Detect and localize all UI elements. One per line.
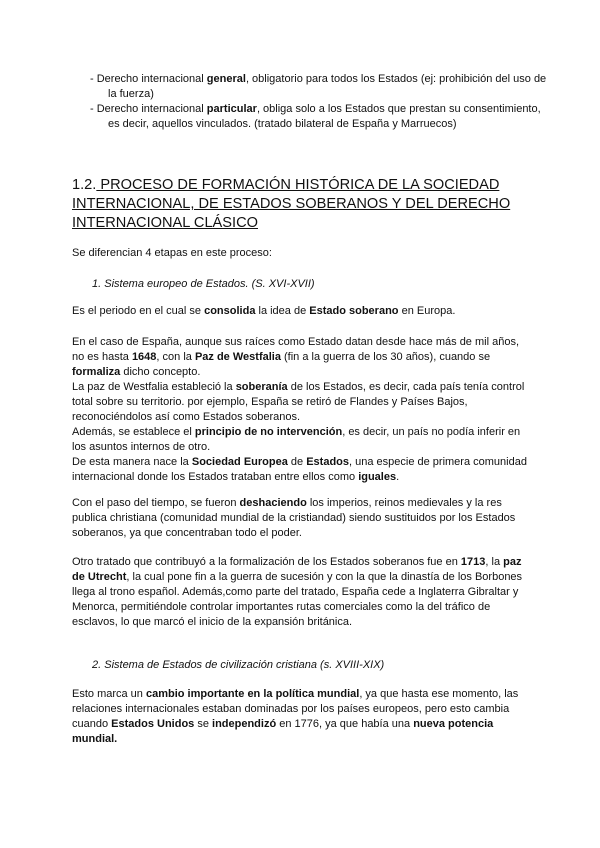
intro-paragraph: Se diferencian 4 etapas en este proceso: <box>72 247 272 259</box>
paragraph: Otro tratado que contribuyó a la formalización de los Estados soberanos fue en 1713, la paz de Utrecht, la cual pone fin a la guerra de sucesión y con la que la dinastía de los Borbones llega al trono español. Además,como parte del tratado, España cede a Inglaterra Gibraltar y Menorca, permitiéndole controlar importantes rutas comerciales como la del tráfico de esclavos, lo que marcó el inicio de la expansión británica. <box>72 556 523 628</box>
stage-1-title: 1. Sistema europeo de Estados. (S. XVI-XVII) <box>92 278 315 290</box>
document-page <box>72 0 547 848</box>
stage-2-title: 2. Sistema de Estados de civilización cristiana (s. XVIII-XIX) <box>92 659 385 671</box>
section-heading <box>72 176 512 233</box>
list-item: - Derecho internacional general, obligatorio para todos los Estados (ej: prohibición del uso de la fuerza) <box>90 73 547 100</box>
paragraph: Esto marca un cambio importante en la política mundial, ya que hasta ese momento, las relaciones internacionales estaban dominadas por los países europeos, pero esto cambia cuando Estados Unidos se independizó en 1776, ya que había una nueva potencia mundial. <box>72 688 519 745</box>
paragraph: Es el periodo en el cual se consolida la idea de Estado soberano en Europa. <box>72 305 456 317</box>
paragraph: En el caso de España, aunque sus raíces como Estado datan desde hace más de mil años, no es hasta 1648, con la Paz de Westfalia (fin a la guerra de los 30 años), cuando se formaliza dicho concepto. La paz de Westfalia estableció la soberanía de los Estados, es decir, cada país tenía control total sobre su territorio. por ejemplo, España se retiró de Flandes y Países Bajos, reconociéndolos así como Estados soberanos. Además, se establece el principio de no intervención, es decir, un país no podía inferir en los asuntos internos de otro. De esta manera nace la Sociedad Europea de Estados, una especie de primera comunidad internacional donde los Estados trataban entre ellos como iguales. <box>72 336 527 483</box>
paragraph: Con el paso del tiempo, se fueron deshaciendo los imperios, reinos medievales y la res publica christiana (comunidad mundial de la cristiandad) siendo sustituidos por los Estados soberanos, ya que concentraban todo el poder. <box>72 497 516 539</box>
section-title: PROCESO DE FORMACIÓN HISTÓRICA DE LA SOCIEDAD INTERNACIONAL, DE ESTADOS SOBERANOS Y DEL DERECHO INTERNACIONAL CLÁSICO <box>72 177 511 231</box>
list-item: - Derecho internacional particular, obliga solo a los Estados que prestan su consentimiento, es decir, aquellos vinculados. (tratado bilateral de España y Marruecos) <box>90 103 541 130</box>
section-number: 1.2. <box>72 177 97 193</box>
